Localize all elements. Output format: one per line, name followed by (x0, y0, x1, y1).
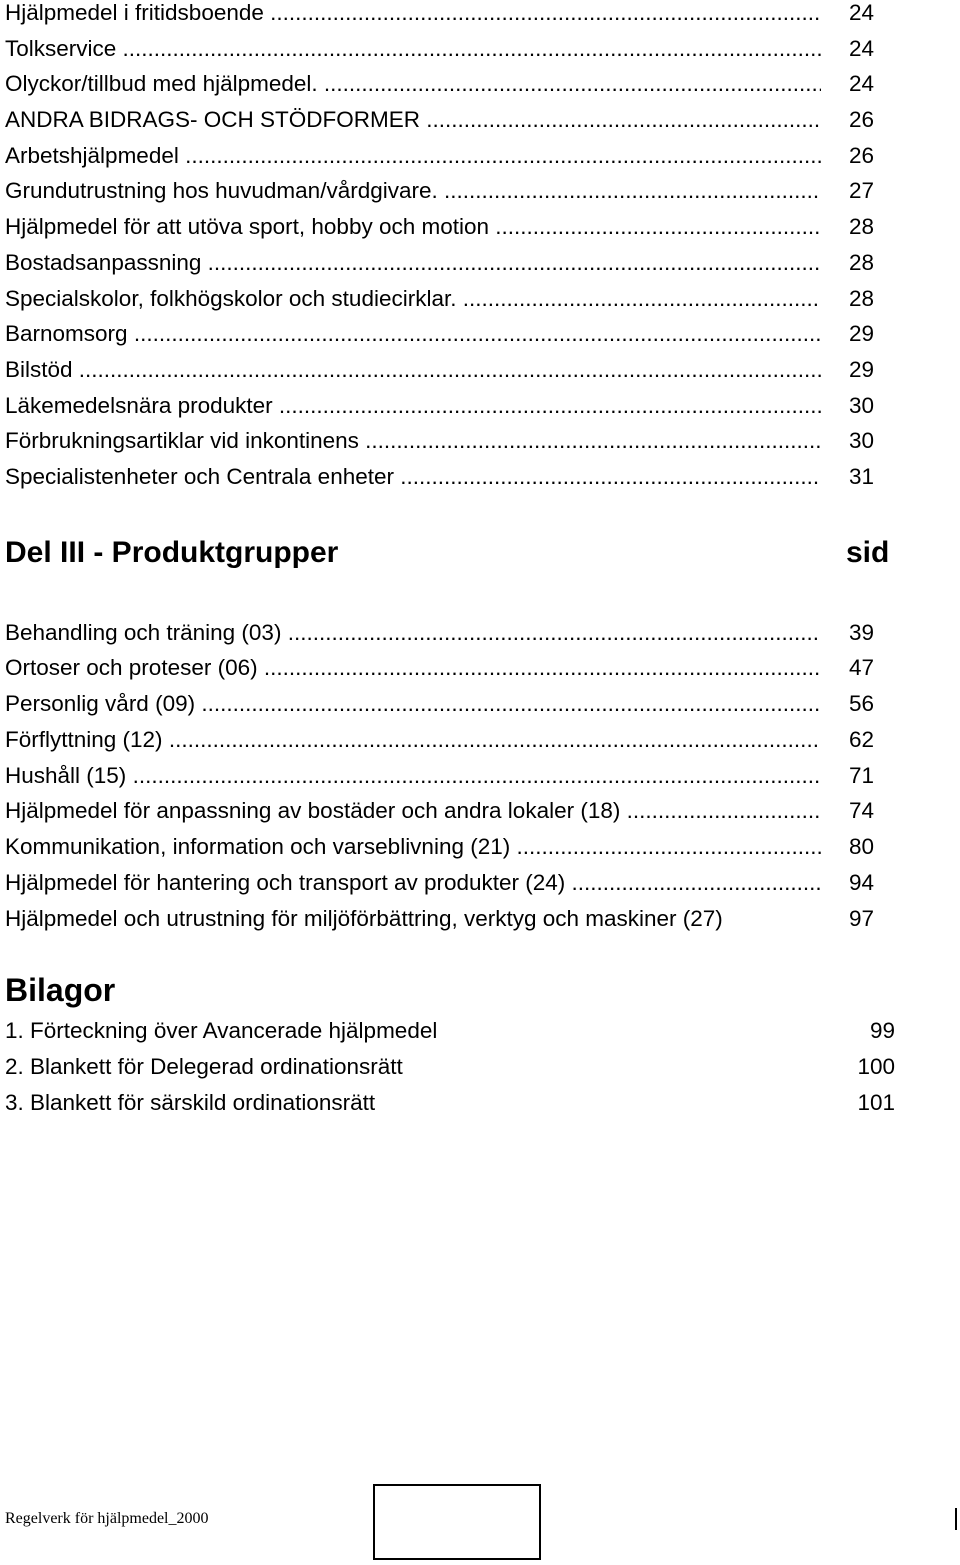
footer-page-box (373, 1484, 541, 1560)
appendix-entry-title: 1. Förteckning över Avancerade hjälpmedel (5, 1018, 438, 1043)
toc-entry[interactable] (5, 66, 880, 102)
toc-entry-title: Specialistenheter och Centrala enheter (5, 464, 394, 489)
toc-entry-title: Tolkservice (5, 36, 117, 61)
toc-entry-page: 94 (849, 870, 875, 895)
toc-entry[interactable] (5, 316, 880, 352)
footer-document-title: Regelverk för hjälpmedel_2000 (5, 1510, 209, 1527)
toc-entry-page: 31 (849, 464, 875, 489)
toc-entry[interactable] (5, 793, 880, 829)
toc-entry[interactable] (5, 865, 880, 901)
toc-entry-title: Behandling och träning (03) (5, 620, 282, 645)
toc-entry[interactable] (5, 459, 880, 495)
toc-entry-page: 26 (849, 143, 875, 168)
toc-entry-page: 39 (849, 620, 875, 645)
toc-entry-page: 29 (849, 357, 875, 382)
toc-entry-page: 27 (849, 178, 875, 203)
toc-entry[interactable] (5, 102, 880, 138)
toc-entry-page: 30 (849, 428, 875, 453)
toc-entry-title: Bilstöd (5, 357, 73, 382)
toc-entry-title: Ortoser och proteser (06) (5, 655, 258, 680)
appendix-entry[interactable] (5, 1049, 895, 1085)
appendices-heading: Bilagor (5, 972, 116, 1008)
toc-entry-title: Hushåll (15) (5, 763, 127, 788)
toc-entry[interactable] (5, 352, 880, 388)
toc-entry-title: Förflyttning (12) (5, 727, 163, 752)
toc-entry-page: 28 (849, 250, 875, 275)
toc-entry[interactable] (5, 245, 880, 281)
toc-entry-page: 62 (849, 727, 875, 752)
toc-entry-page: 28 (849, 214, 875, 239)
appendix-entry-title: 3. Blankett för särskild ordinationsrätt (5, 1090, 376, 1115)
toc-entry-page: 26 (849, 107, 875, 132)
toc-entry-page: 30 (849, 393, 875, 418)
appendix-entry[interactable] (5, 1085, 895, 1121)
toc-entry-page: 28 (849, 286, 875, 311)
toc-entry-title: Hjälpmedel för att utöva sport, hobby och motion (5, 214, 490, 239)
toc-entry-page: 71 (849, 763, 875, 788)
toc-entry-title: Bostadsanpassning (5, 250, 202, 275)
toc-entry-title: Olyckor/tillbud med hjälpmedel. (5, 71, 318, 96)
toc-entry[interactable] (5, 388, 880, 424)
toc-entry-title: Förbrukningsartiklar vid inkontinens (5, 428, 359, 453)
toc-entry[interactable] (5, 615, 880, 651)
toc-entry-page: 56 (849, 691, 875, 716)
toc-entry[interactable] (5, 722, 880, 758)
toc-entry-title: Kommunikation, information och varseblivning (21) (5, 834, 511, 859)
footer-margin-bar (955, 1508, 957, 1530)
appendix-entry-page: 101 (857, 1090, 895, 1115)
toc-entry-title: Hjälpmedel och utrustning för miljöförbättring, verktyg och maskiner (27) (5, 906, 723, 931)
toc-entry-page: 47 (849, 655, 875, 680)
toc-entry-title: Arbetshjälpmedel (5, 143, 179, 168)
appendix-entry[interactable] (5, 1013, 895, 1049)
toc-entry-page: 80 (849, 834, 875, 859)
toc-entry-page: 74 (849, 798, 875, 823)
appendix-entry-page: 100 (857, 1054, 895, 1079)
toc-entry-page: 24 (849, 71, 875, 96)
toc-entry-page: 29 (849, 321, 875, 346)
toc-entry[interactable] (5, 173, 880, 209)
toc-entry[interactable] (5, 281, 880, 317)
toc-entry[interactable] (5, 209, 880, 245)
page-column-label: sid (846, 536, 890, 569)
toc-entry-title: ANDRA BIDRAGS- OCH STÖDFORMER (5, 107, 421, 132)
toc-entry[interactable] (5, 829, 880, 865)
toc-entry-title: Hjälpmedel för hantering och transport av produkter (24) (5, 870, 566, 895)
toc-entry[interactable] (5, 31, 880, 67)
appendix-entry-title: 2. Blankett för Delegerad ordinationsrätt (5, 1054, 403, 1079)
toc-entry-title: Hjälpmedel för anpassning av bostäder och andra lokaler (18) (5, 798, 621, 823)
toc-entry-title: Grundutrustning hos huvudman/vårdgivare. (5, 178, 438, 203)
toc-entry[interactable] (5, 758, 880, 794)
appendix-entry-page: 99 (869, 1018, 895, 1043)
part3-heading: Del III - Produktgrupper (5, 536, 339, 569)
toc-entry-page: 97 (849, 906, 875, 931)
toc-entry-title: Läkemedelsnära produkter (5, 393, 273, 418)
toc-entry[interactable] (5, 0, 880, 31)
toc-entry[interactable] (5, 138, 880, 174)
toc-entry-title: Hjälpmedel i fritidsboende (5, 0, 264, 25)
toc-entry-title: Barnomsorg (5, 321, 128, 346)
toc-entry-title: Personlig vård (09) (5, 691, 196, 716)
toc-entry-page: 24 (849, 36, 875, 61)
toc-entry[interactable] (5, 686, 880, 722)
toc-entry[interactable] (5, 650, 880, 686)
toc-entry-no-leader[interactable] (5, 901, 880, 937)
toc-entry-page: 24 (849, 0, 875, 25)
toc-entry-title: Specialskolor, folkhögskolor och studiecirklar. (5, 286, 457, 311)
toc-entry[interactable] (5, 423, 880, 459)
